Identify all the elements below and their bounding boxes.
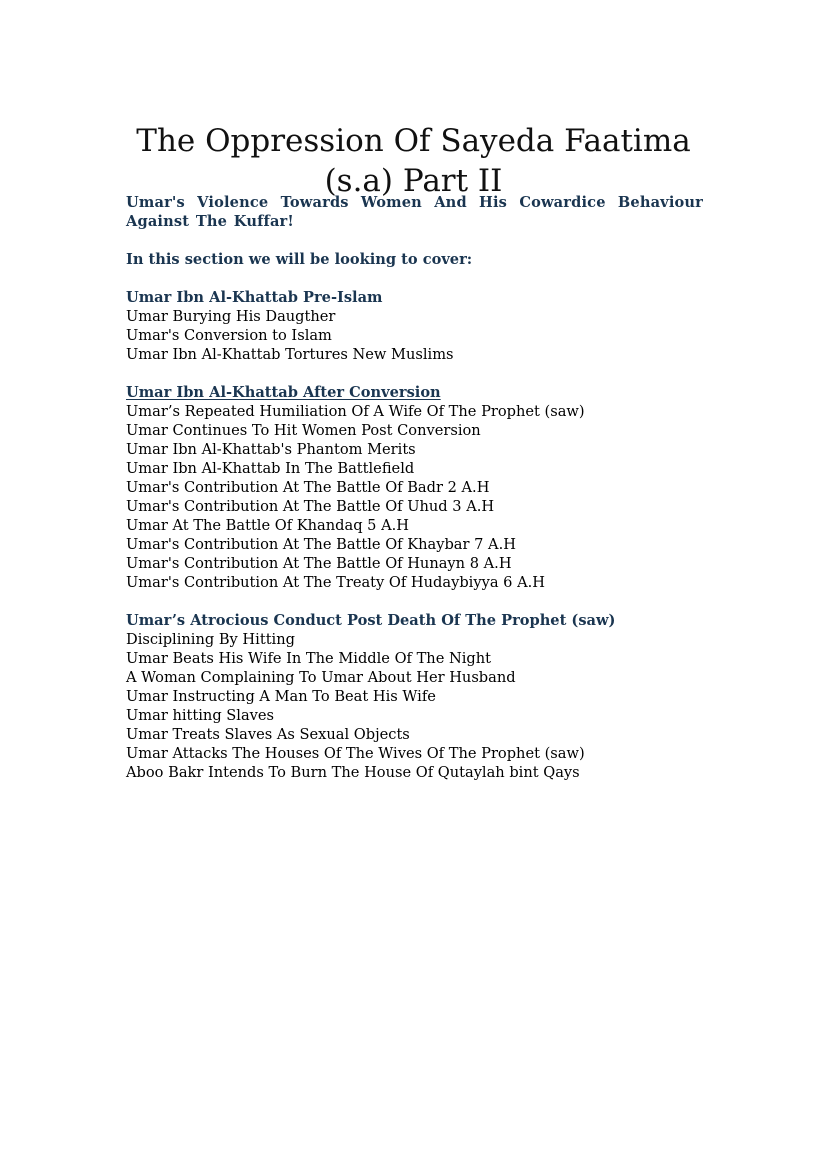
page-title-line-1: The Oppression Of Sayeda Faatima	[136, 122, 691, 159]
list-item: Umar Treats Slaves As Sexual Objects	[126, 726, 410, 743]
list-item: Umar Instructing A Man To Beat His Wife	[126, 688, 436, 705]
section-heading-link[interactable]: Umar Ibn Al-Khattab After Conversion	[126, 384, 441, 401]
page-title	[100, 121, 727, 201]
list-item: Umar At The Battle Of Khandaq 5 A.H	[126, 517, 410, 534]
list-item: Umar hitting Slaves	[126, 707, 275, 724]
list-item: Umar Ibn Al-Khattab Tortures New Muslims	[126, 346, 454, 363]
list-item: Disciplining By Hitting	[126, 631, 295, 648]
list-item: Umar Ibn Al-Khattab In The Battlefield	[126, 460, 415, 477]
list-item: Umar Burying His Daugther	[126, 308, 336, 325]
section-heading: Umar Ibn Al-Khattab Pre-Islam	[126, 289, 383, 306]
list-item: Aboo Bakr Intends To Burn The House Of Qutaylah bint Qays	[126, 764, 580, 781]
list-item: A Woman Complaining To Umar About Her Husband	[126, 669, 516, 686]
document-subtitle: Umar's Violence Towards Women And His Cowardice Behaviour Against The Kuffar!	[126, 194, 703, 230]
document-body	[126, 193, 703, 782]
intro-text: In this section we will be looking to cover:	[126, 251, 473, 268]
section-heading: Umar’s Atrocious Conduct Post Death Of The Prophet (saw)	[126, 612, 616, 629]
list-item: Umar's Contribution At The Battle Of Badr 2 A.H	[126, 479, 490, 496]
list-item: Umar Attacks The Houses Of The Wives Of The Prophet (saw)	[126, 745, 585, 762]
list-item: Umar Ibn Al-Khattab's Phantom Merits	[126, 441, 416, 458]
page-title-line-2: (s.a) Part II	[324, 162, 503, 199]
list-item: Umar’s Repeated Humiliation Of A Wife Of The Prophet (saw)	[126, 403, 585, 420]
section-post-death	[126, 611, 703, 782]
list-item: Umar's Contribution At The Battle Of Uhud 3 A.H	[126, 498, 495, 515]
list-item: Umar's Conversion to Islam	[126, 327, 332, 344]
list-item: Umar Beats His Wife In The Middle Of The Night	[126, 650, 492, 667]
list-item: Umar's Contribution At The Battle Of Khaybar 7 A.H	[126, 536, 516, 553]
list-item: Umar's Contribution At The Battle Of Hunayn 8 A.H	[126, 555, 512, 572]
list-item: Umar's Contribution At The Treaty Of Hudaybiyya 6 A.H	[126, 574, 545, 591]
section-pre-islam	[126, 288, 703, 364]
section-after-conversion	[126, 383, 703, 592]
list-item: Umar Continues To Hit Women Post Conversion	[126, 422, 481, 439]
